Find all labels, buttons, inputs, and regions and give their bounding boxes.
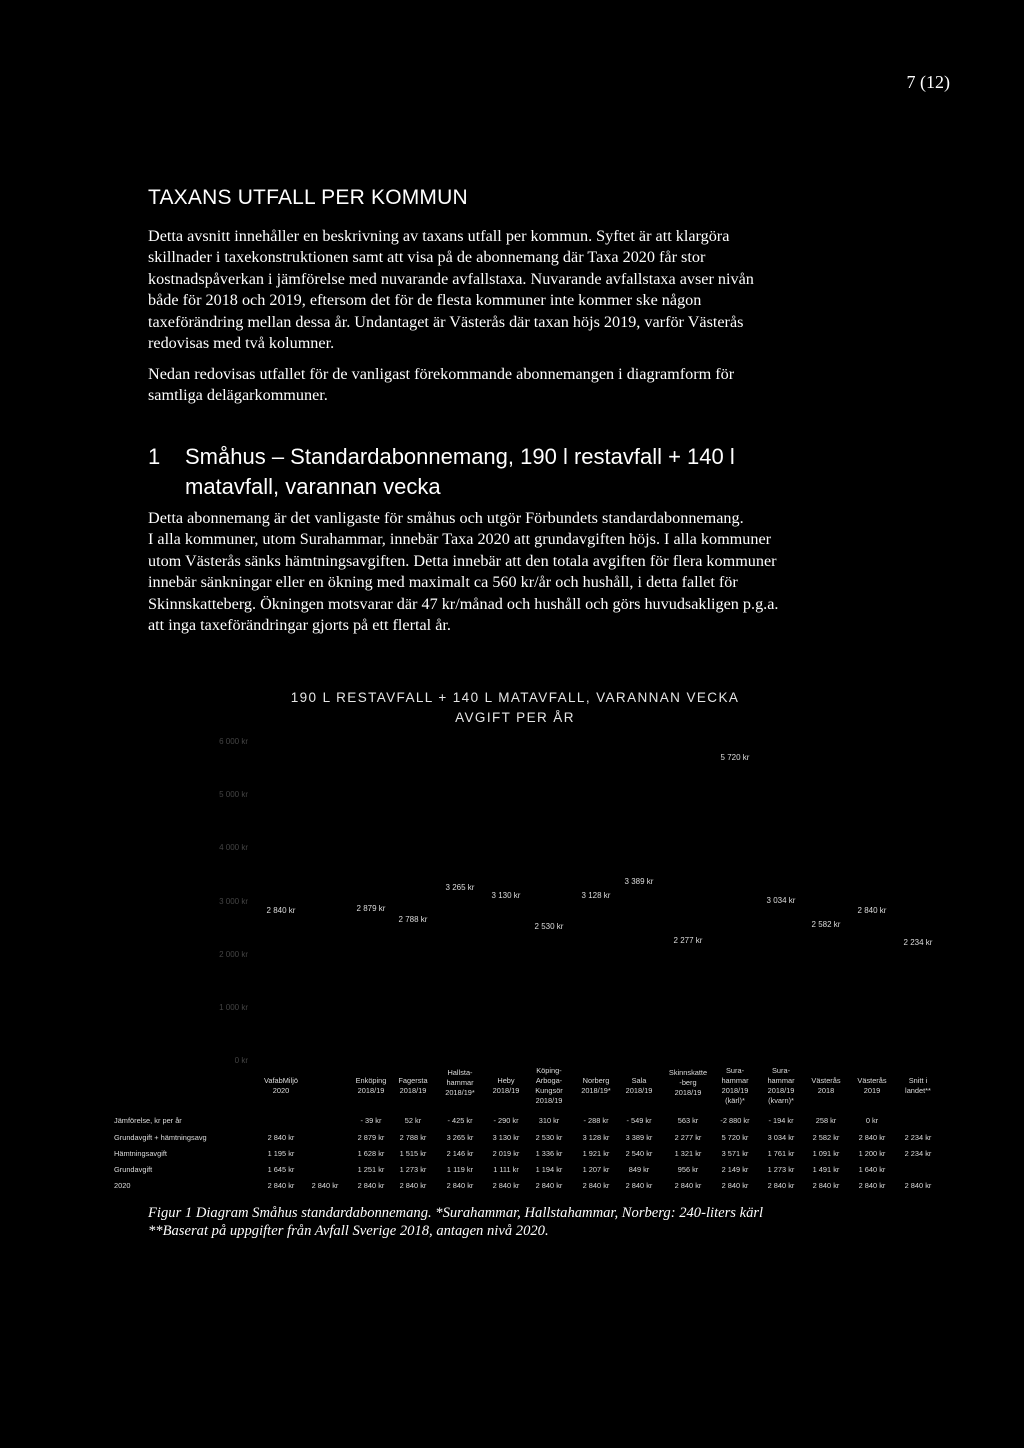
table-row-label: Hämtningsavgift bbox=[114, 1149, 167, 1158]
table-row-label: Jämförelse, kr per år bbox=[114, 1116, 182, 1125]
y-tick-label: 1 000 kr bbox=[219, 1002, 248, 1012]
table-cell: 1 321 kr bbox=[674, 1149, 702, 1158]
x-category-label: Sala 2018/19 bbox=[625, 1076, 653, 1095]
table-cell: 1 251 kr bbox=[357, 1165, 385, 1174]
bar-data-label: 3 034 kr bbox=[766, 895, 796, 905]
intro-paragraph bbox=[148, 226, 868, 354]
x-category-label: Västerås 2018 bbox=[811, 1076, 841, 1095]
table-cell: 2 840 kr bbox=[904, 1181, 932, 1190]
y-tick-label: 2 000 kr bbox=[219, 949, 248, 959]
table-cell: - 39 kr bbox=[360, 1116, 382, 1125]
table-cell: 2 146 kr bbox=[446, 1149, 474, 1158]
intro-line: redovisas med två kolumner. bbox=[148, 334, 335, 353]
table-cell: 2 234 kr bbox=[904, 1133, 932, 1142]
table-cell: - 194 kr bbox=[768, 1116, 794, 1125]
chart-title: 190 L RESTAVFALL + 140 L MATAVFALL, VARANNAN VECKA bbox=[290, 690, 740, 705]
intro2-line: Nedan redovisas utfallet för de vanligast förekommande abonnemangen i diagramform för bbox=[148, 365, 735, 383]
bar-data-label: 3 389 kr bbox=[624, 876, 654, 886]
table-cell: 2 840 kr bbox=[267, 1133, 295, 1142]
table-cell: 1 273 kr bbox=[399, 1165, 427, 1174]
bar-data-label: 3 128 kr bbox=[581, 890, 611, 900]
table-cell: 2 840 kr bbox=[357, 1181, 385, 1190]
x-category-label: Hallsta- hammar 2018/19* bbox=[445, 1068, 475, 1097]
table-cell: 2 840 kr bbox=[582, 1181, 610, 1190]
table-cell: - 290 kr bbox=[493, 1116, 519, 1125]
subsection-title-line: Småhus – Standardabonnemang, 190 l restavfall + 140 l bbox=[185, 444, 735, 469]
table-cell: - 425 kr bbox=[447, 1116, 473, 1125]
intro-line: Detta avsnitt innehåller en beskrivning av taxans utfall per kommun. Syftet är att klargöra bbox=[148, 227, 730, 245]
table-cell: 1 091 kr bbox=[812, 1149, 840, 1158]
table-cell: 1 207 kr bbox=[582, 1165, 610, 1174]
table-cell: 1 515 kr bbox=[399, 1149, 427, 1158]
table-cell: 2 149 kr bbox=[721, 1165, 749, 1174]
table-cell: 1 336 kr bbox=[535, 1149, 563, 1158]
x-category-label: Norberg 2018/19* bbox=[581, 1076, 611, 1095]
bar-data-label: 2 840 kr bbox=[857, 906, 887, 915]
table-cell: 1 111 kr bbox=[493, 1165, 519, 1174]
y-tick-label: 4 000 kr bbox=[219, 843, 248, 853]
table-cell: 5 720 kr bbox=[721, 1133, 749, 1142]
table-row-label: Grundavgift bbox=[114, 1165, 153, 1174]
bar-data-label: 2 277 kr bbox=[673, 935, 703, 945]
intro2-line: samtliga delägarkommuner. bbox=[148, 386, 328, 405]
intro-paragraph-2 bbox=[148, 364, 868, 407]
table-cell: 1 194 kr bbox=[535, 1165, 563, 1174]
x-category-label: Sura- hammar 2018/19 (kvarn)* bbox=[767, 1066, 795, 1105]
x-category-label: Skinnskatte -berg 2018/19 bbox=[668, 1068, 708, 1097]
subsection-line: innebär sänkningar eller en ökning med maximalt ca 560 kr/år och hushåll, i detta fallet för bbox=[148, 573, 738, 592]
table-cell: 1 119 kr bbox=[446, 1165, 474, 1174]
table-cell: 2 840 kr bbox=[311, 1181, 339, 1190]
table-cell: 2 840 kr bbox=[267, 1181, 295, 1190]
x-category-label: Snitt i landet** bbox=[905, 1076, 931, 1095]
x-category-label: Västerås 2019 bbox=[857, 1076, 887, 1095]
bar-data-label: 2 879 kr bbox=[356, 903, 386, 913]
subsection-paragraph bbox=[148, 508, 868, 636]
table-cell: 1 491 kr bbox=[812, 1165, 840, 1174]
table-cell: 2 788 kr bbox=[399, 1133, 427, 1142]
x-category-label: Enköping 2018/19 bbox=[355, 1076, 387, 1095]
table-cell: 2 540 kr bbox=[625, 1149, 653, 1158]
subsection-line: Detta abonnemang är det vanligaste för småhus och utgör Förbundets standardabonnemang. bbox=[148, 509, 744, 527]
table-cell: 2 277 kr bbox=[674, 1133, 702, 1142]
table-cell: 563 kr bbox=[677, 1116, 699, 1125]
table-cell: 2 840 kr bbox=[674, 1181, 702, 1190]
table-cell: 2 840 kr bbox=[535, 1181, 563, 1190]
bar-data-label: 3 130 kr bbox=[491, 890, 521, 900]
y-tick-label: 3 000 kr bbox=[219, 896, 248, 906]
table-cell: 2 840 kr bbox=[812, 1181, 840, 1190]
x-category-label: Sura- hammar 2018/19 (kärl)* bbox=[721, 1066, 749, 1105]
table-cell: 2 879 kr bbox=[357, 1133, 385, 1142]
y-tick-label: 0 kr bbox=[234, 1056, 248, 1065]
table-cell: 956 kr bbox=[677, 1165, 699, 1174]
table-cell: 3 128 kr bbox=[582, 1133, 610, 1142]
x-category-label: Heby 2018/19 bbox=[492, 1076, 520, 1095]
x-category-label: Fagersta 2018/19 bbox=[398, 1076, 428, 1095]
table-cell: 2 019 kr bbox=[492, 1149, 520, 1158]
table-cell: 3 265 kr bbox=[446, 1133, 474, 1142]
table-cell: 2 840 kr bbox=[625, 1181, 653, 1190]
table-cell: 1 195 kr bbox=[267, 1149, 295, 1158]
table-cell: 2 234 kr bbox=[904, 1149, 932, 1158]
bar-data-label: 2 582 kr bbox=[811, 919, 841, 929]
table-cell: 2 840 kr bbox=[399, 1181, 427, 1190]
chart-subtitle: AVGIFT PER ÅR bbox=[455, 710, 575, 725]
subsection-line: att inga taxeförändringar gjorts på ett flertal år. bbox=[148, 616, 451, 635]
intro-line: skillnader i taxekonstruktionen samt att visa på de abonnemang där Taxa 2020 får stor bbox=[148, 248, 706, 267]
page-number: 7 (12) bbox=[906, 72, 950, 92]
subsection-line: utom Västerås sänks hämtningsavgiften. Detta innebär att den totala avgiften för flera kommuner bbox=[148, 551, 777, 570]
table-cell: 1 761 kr bbox=[767, 1149, 795, 1158]
table-row-label: 2020 bbox=[114, 1181, 131, 1190]
table-cell: 2 840 kr bbox=[858, 1181, 886, 1190]
table-cell: 0 kr bbox=[865, 1116, 879, 1125]
bar-data-label: 3 265 kr bbox=[445, 883, 475, 893]
y-tick-label: 6 000 kr bbox=[219, 737, 248, 746]
table-cell: 3 130 kr bbox=[492, 1133, 520, 1142]
intro-line: både för 2018 och 2019, eftersom det för de flesta kommuner inte kommer ske någon bbox=[148, 291, 702, 310]
table-cell: 3 389 kr bbox=[625, 1133, 653, 1142]
subsection-title-line: matavfall, varannan vecka bbox=[185, 474, 441, 499]
table-cell: 3 571 kr bbox=[721, 1149, 749, 1158]
intro-line: taxeförändring mellan dessa år. Undantaget är Västerås där taxan höjs 2019, varför Västerås bbox=[148, 312, 744, 331]
table-cell: 310 kr bbox=[538, 1116, 560, 1125]
table-cell: 2 840 kr bbox=[446, 1181, 474, 1190]
table-cell: 1 200 kr bbox=[858, 1149, 886, 1158]
figure-caption-note: **Baserat på uppgifter från Avfall Sverige 2018, antagen nivå 2020. bbox=[148, 1223, 549, 1239]
table-cell: - 288 kr bbox=[583, 1116, 609, 1125]
subsection-number: 1 bbox=[148, 444, 161, 469]
subsection-line: I alla kommuner, utom Surahammar, innebär Taxa 2020 att grundavgiften höjs. I alla kommuner bbox=[148, 530, 772, 549]
x-category-label: VafabMiljö 2020 bbox=[264, 1076, 298, 1095]
bar-data-label: 2 234 kr bbox=[903, 938, 933, 948]
table-cell: 2 582 kr bbox=[812, 1133, 840, 1142]
intro-line: kostnadspåverkan i jämförelse med nuvarande avfallstaxa. Nuvarande avfallstaxa avser nivån bbox=[148, 269, 754, 288]
subsection-line: Skinnskatteberg. Ökningen motsvarar där 47 kr/månad och hushåll och görs huvudsakligen p.g.a. bbox=[148, 594, 779, 613]
bar-data-label: 2 530 kr bbox=[534, 922, 564, 932]
y-tick-label: 5 000 kr bbox=[219, 790, 248, 800]
bar-data-label: 5 720 kr bbox=[720, 752, 750, 762]
table-cell: 1 645 kr bbox=[267, 1165, 295, 1174]
table-cell: 2 530 kr bbox=[535, 1133, 563, 1142]
table-cell: 1 628 kr bbox=[357, 1149, 385, 1158]
table-cell: 1 273 kr bbox=[767, 1165, 795, 1174]
table-cell: 258 kr bbox=[815, 1116, 837, 1125]
bar-data-label: 2 840 kr bbox=[266, 906, 296, 915]
table-cell: 2 840 kr bbox=[767, 1181, 795, 1190]
table-cell: 849 kr bbox=[628, 1165, 650, 1174]
table-cell: 2 840 kr bbox=[858, 1133, 886, 1142]
bar-data-label: 2 788 kr bbox=[398, 914, 428, 924]
section-heading: TAXANS UTFALL PER KOMMUN bbox=[148, 186, 468, 209]
figure-caption: Figur 1 Diagram Småhus standardabonnemang. *Surahammar, Hallstahammar, Norberg: 240-liters kärl bbox=[148, 1205, 764, 1221]
table-cell: 2 840 kr bbox=[721, 1181, 749, 1190]
table-cell: 3 034 kr bbox=[767, 1133, 795, 1142]
table-cell: - 549 kr bbox=[626, 1116, 652, 1125]
table-cell: 1 921 kr bbox=[582, 1149, 610, 1158]
table-cell: 52 kr bbox=[404, 1116, 422, 1125]
x-category-label: Köping- Arboga- Kungsör 2018/19 bbox=[535, 1066, 563, 1105]
table-cell: 2 840 kr bbox=[492, 1181, 520, 1190]
table-cell: 1 640 kr bbox=[858, 1165, 886, 1174]
table-row-label: Grundavgift + hämtningsavg bbox=[114, 1133, 207, 1142]
table-cell: -2 880 kr bbox=[720, 1116, 750, 1125]
